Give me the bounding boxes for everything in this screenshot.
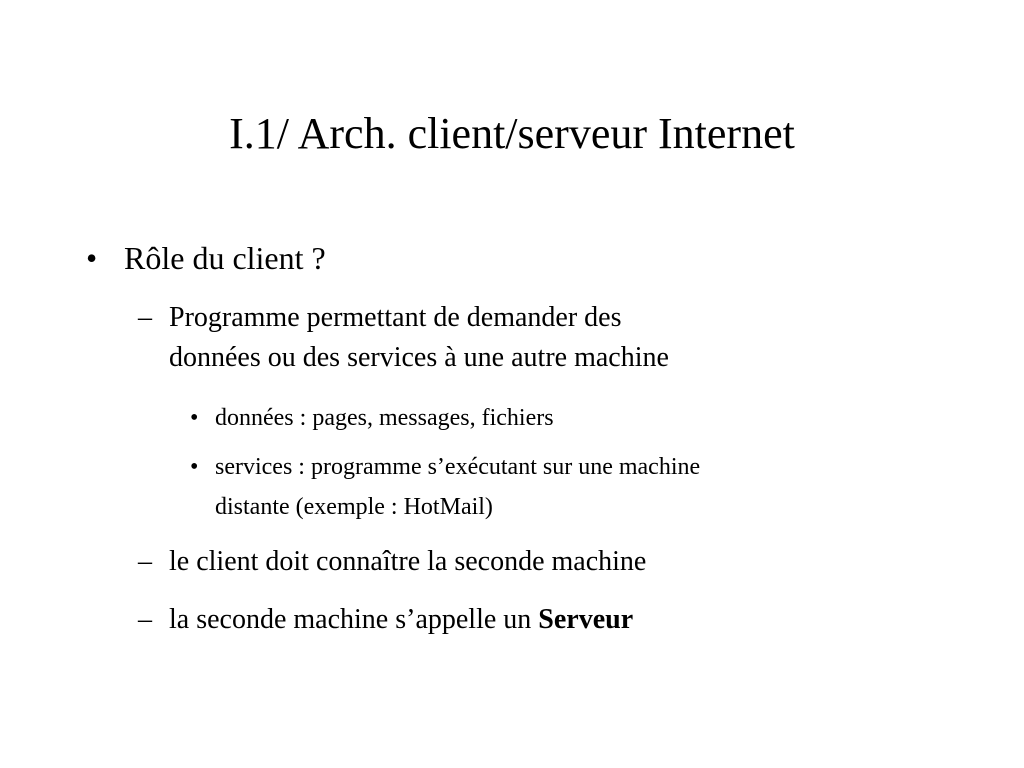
sub-item-line-2: données ou des services à une autre machine (169, 342, 669, 373)
sub-sub-item-services (190, 447, 700, 527)
sub-item-text-plain: la seconde machine s’appelle un (169, 604, 539, 635)
dash-marker: – (138, 604, 152, 635)
bullet-marker: • (86, 240, 98, 276)
sub-item-serveur (138, 600, 633, 640)
bullet-role-du-client (86, 236, 326, 280)
bullet-marker: • (190, 405, 199, 431)
sub-item-programme (138, 298, 669, 378)
slide-title: I.1/ Arch. client/serveur Internet (229, 109, 795, 158)
dash-marker: – (138, 302, 152, 333)
sub-sub-item-line-2: distante (exemple : HotMail) (215, 494, 493, 520)
sub-item-text (169, 600, 633, 640)
sub-sub-item-donnees (190, 398, 554, 438)
sub-item-line-1: Programme permettant de demander des (169, 302, 622, 333)
bullet-marker: • (190, 454, 199, 480)
bullet-text: Rôle du client ? (124, 240, 326, 276)
sub-sub-item-line-1: services : programme s’exécutant sur une machine (215, 454, 701, 480)
sub-sub-item-text: données : pages, messages, fichiers (215, 405, 554, 431)
serveur-term: Serveur (538, 604, 634, 635)
dash-marker: – (138, 546, 152, 577)
sub-item-client-doit (138, 542, 646, 582)
sub-item-text: le client doit connaître la seconde machine (169, 546, 647, 577)
